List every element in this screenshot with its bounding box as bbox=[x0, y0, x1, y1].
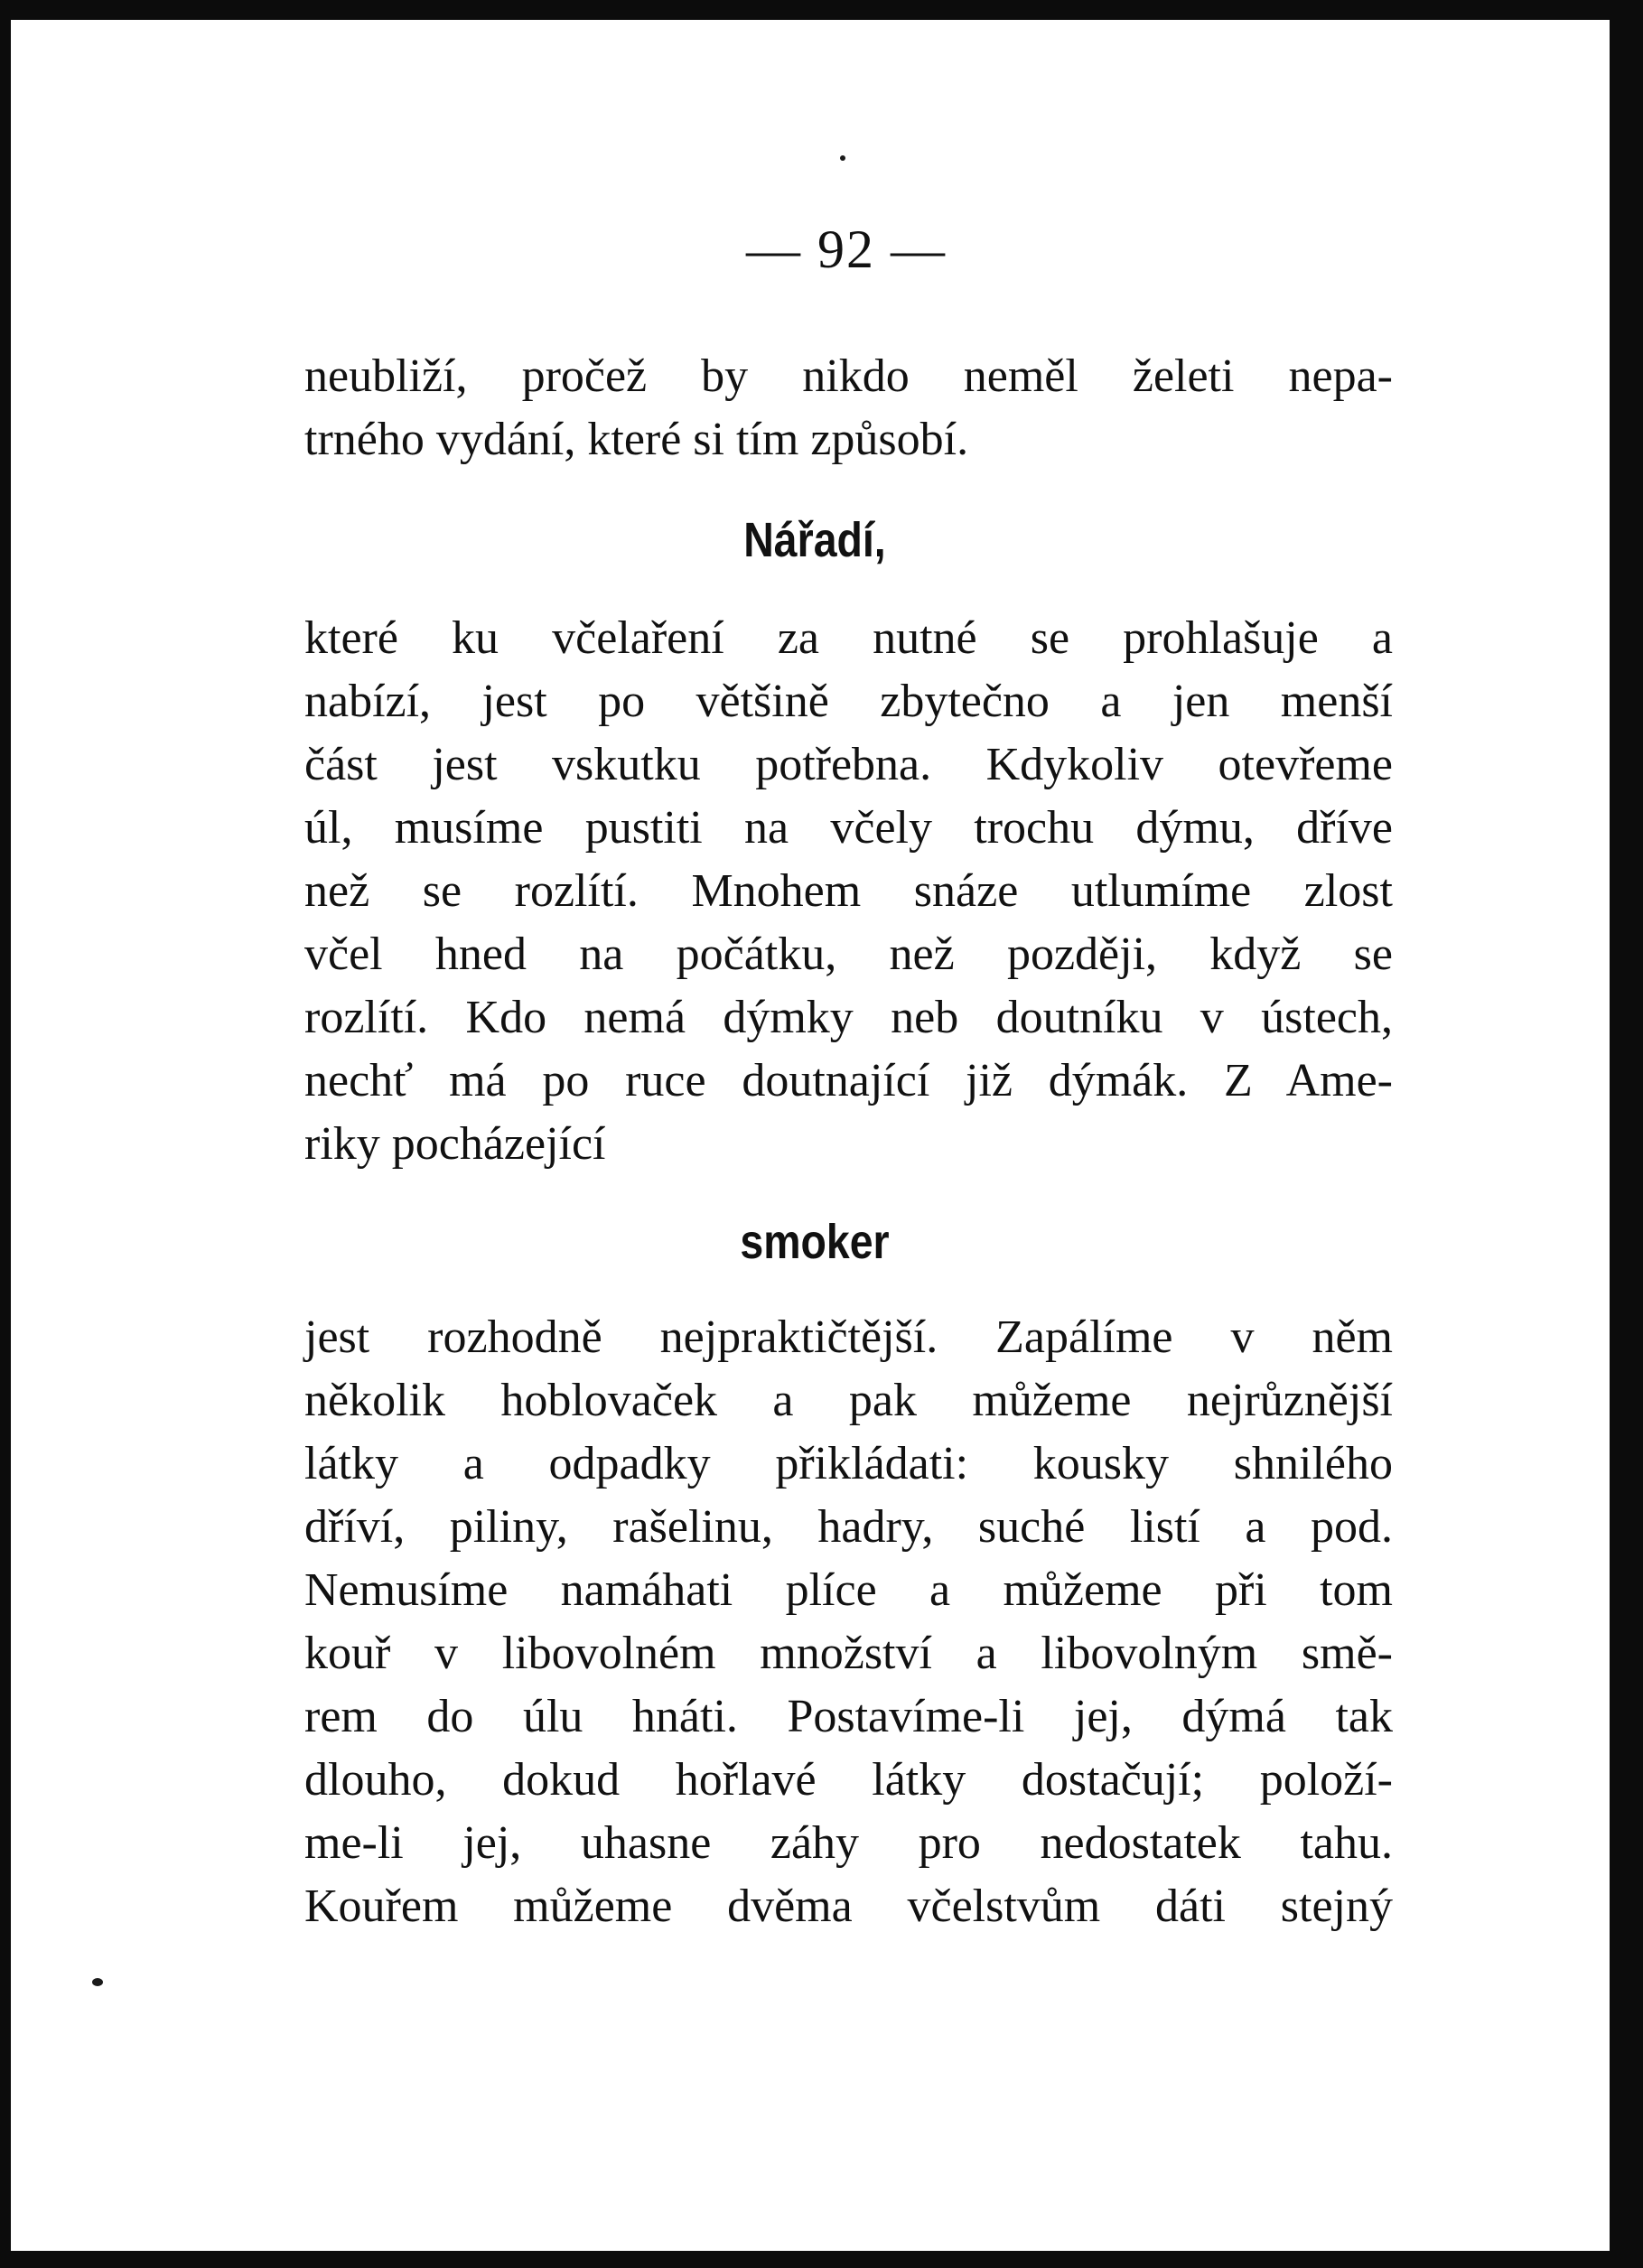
text-line: několik hoblovaček a pak můžeme nejrůznější bbox=[304, 1375, 1393, 1426]
text-line: které ku včelaření za nutné se prohlašuje a bbox=[304, 612, 1393, 664]
paragraph-intro bbox=[304, 345, 1393, 471]
scan-border-bottom bbox=[0, 2251, 1643, 2268]
text-line: než se rozlítí. Mnohem snáze utlumíme zlost bbox=[304, 865, 1393, 917]
text-line: dříví, piliny, rašelinu, hadry, suché listí a pod. bbox=[304, 1501, 1393, 1553]
text-line: rozlítí. Kdo nemá dýmky neb doutníku v ústech, bbox=[304, 992, 1393, 1043]
text-line: látky a odpadky přikládati: kousky shnilého bbox=[304, 1438, 1393, 1489]
text-line: jest rozhodně nejpraktičtější. Zapálíme v něm bbox=[304, 1311, 1393, 1363]
scan-border-left bbox=[0, 0, 11, 2268]
ink-speck bbox=[840, 155, 845, 161]
text-line: neubliží, pročež by nikdo neměl želeti nepa- bbox=[304, 350, 1393, 402]
paragraph-smoker bbox=[304, 1306, 1393, 1938]
scan-margin-strip bbox=[1597, 20, 1610, 2251]
text-line: Nemusíme namáhati plíce a můžeme při tom bbox=[304, 1564, 1393, 1616]
scan-border-top bbox=[0, 0, 1643, 20]
text-line: Kouřem můžeme dvěma včelstvům dáti stejný bbox=[304, 1881, 1393, 1932]
page-number: — 92 — bbox=[746, 219, 947, 279]
book-page bbox=[11, 20, 1597, 2251]
text-line: úl, musíme pustiti na včely trochu dýmu, dříve bbox=[304, 802, 1393, 854]
text-line: rem do úlu hnáti. Postavíme-li jej, dýmá tak bbox=[304, 1691, 1393, 1742]
text-line: kouř v libovolném množství a libovolným smě- bbox=[304, 1628, 1393, 1679]
section-heading-smoker: smoker bbox=[740, 1215, 890, 1269]
text-line: trného vydání, které si tím způsobí. bbox=[304, 414, 969, 465]
text-line: nechť má po ruce doutnající již dýmák. Z Ame- bbox=[304, 1055, 1393, 1106]
text-line: nabízí, jest po většině zbytečno a jen menší bbox=[304, 676, 1393, 727]
text-line: dlouho, dokud hořlavé látky dostačují; položí- bbox=[304, 1754, 1393, 1806]
section-heading-naradi: Nářadí, bbox=[743, 513, 886, 567]
text-line: včel hned na počátku, než později, když se bbox=[304, 929, 1393, 980]
text-line: me-li jej, uhasne záhy pro nedostatek tahu. bbox=[304, 1817, 1393, 1869]
ink-speck bbox=[92, 1978, 103, 1986]
text-line: riky pocházející bbox=[304, 1118, 606, 1170]
paragraph-naradi bbox=[304, 607, 1393, 1176]
text-line: část jest vskutku potřebna. Kdykoliv otevřeme bbox=[304, 739, 1393, 790]
